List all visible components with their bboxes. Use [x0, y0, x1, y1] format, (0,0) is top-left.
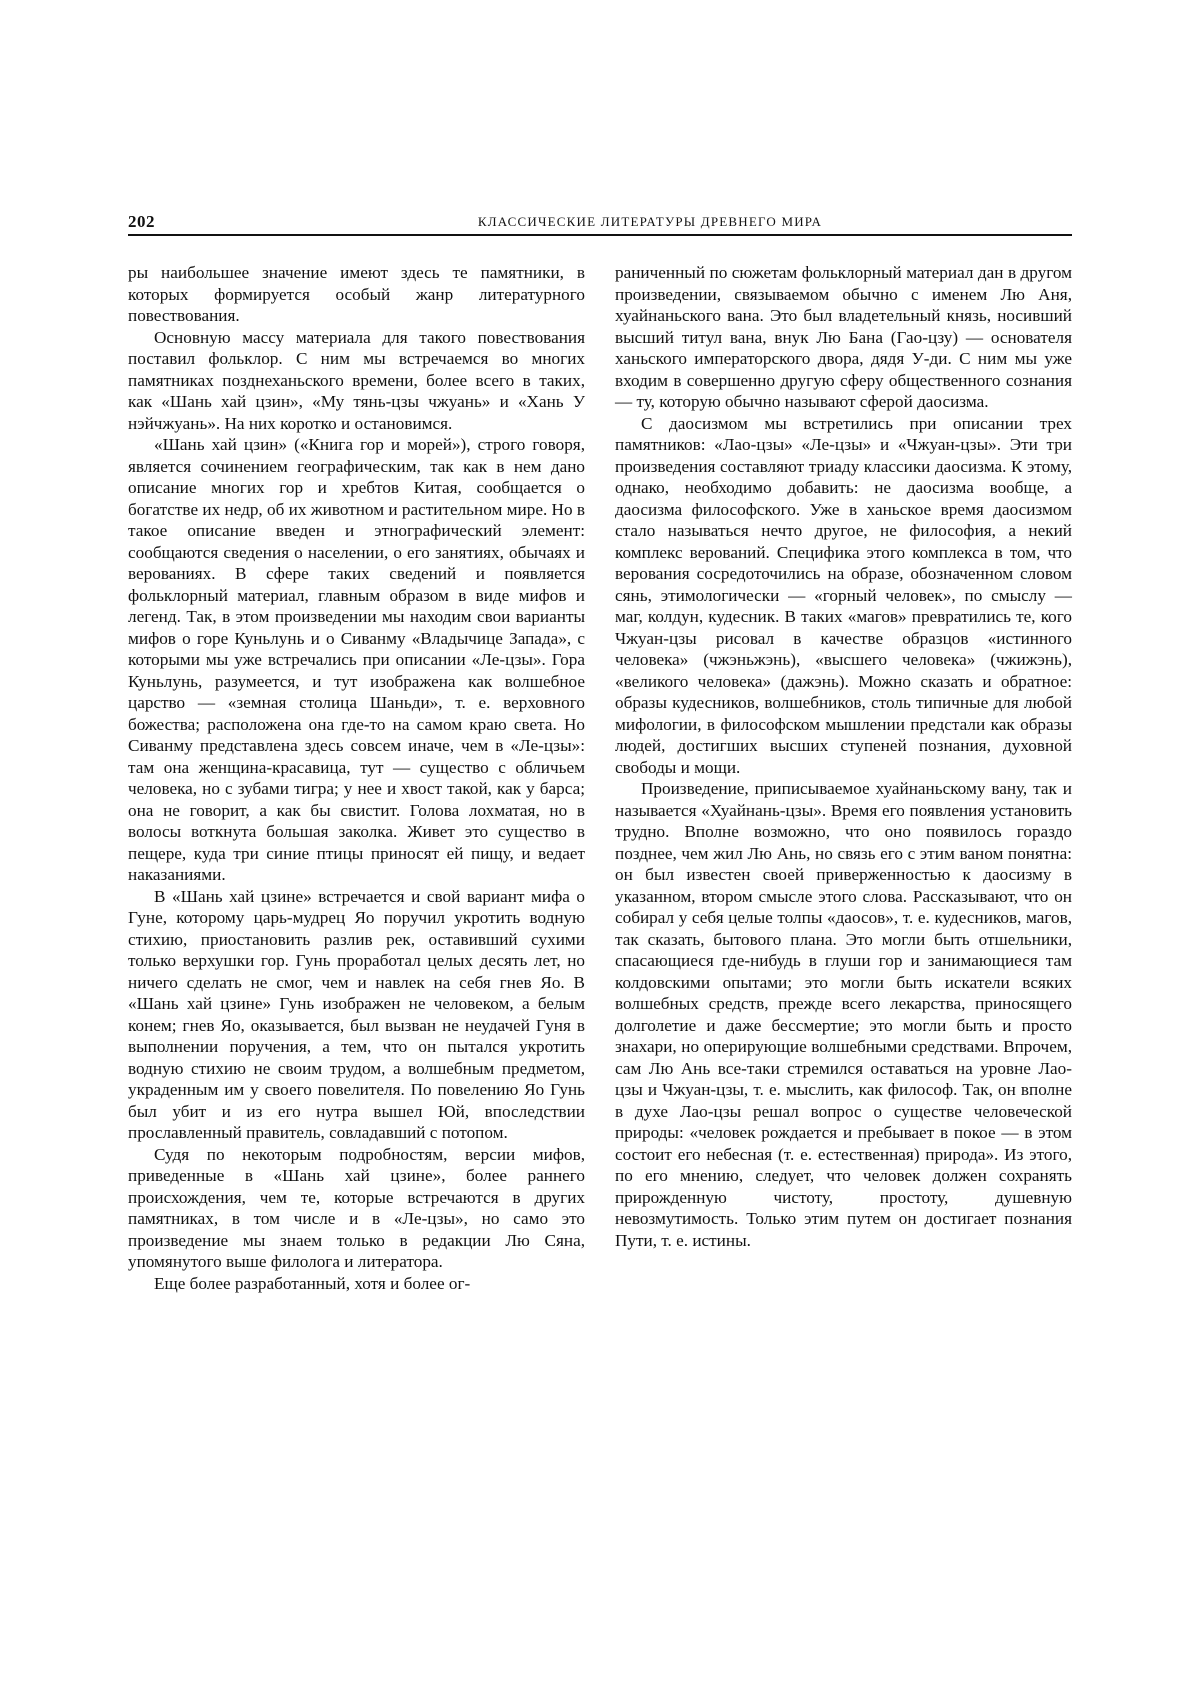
paragraph: ры наибольшее значение имеют здесь те памятники, в которых формируется особый жанр литературного повествования.: [128, 263, 585, 325]
right-column: [615, 262, 1072, 1251]
paragraph: Еще более разработанный, хотя и более ог-: [154, 1273, 471, 1293]
paragraph: Основную массу материала для такого повествования поставил фольклор. С ним мы встречаемся во многих памятниках позднеханьского времени, более всего в таких, как «Шань хай цзин», «Му тянь-цзы чжуань» и «Хань У нэйчжуань». На них коротко и остановимся.: [128, 327, 585, 433]
left-column: [128, 262, 585, 1294]
paragraph: С даосизмом мы встретились при описании трех памятников: «Лао-цзы» «Ле-цзы» и «Чжуан-цзы». Эти три произведения составляют триаду классики даосизма. К этому, однако, необходимо добавить: не даосизма вообще, а даосизма философского. Уже в ханьское время даосизмом стало называться нечто другое, не философия, а некий комплекс верований. Специфика этого комплекса в том, что верования сосредоточились на образе, обозначенном словом сянь, этимологически — «горный человек», по смыслу — маг, колдун, кудесник. В таких «магов» превратились те, кого Чжуан-цзы рисовал в качестве образцов «истинного человека» (чжэньжэнь), «высшего человека» (чжижэнь), «великого человека» (дажэнь). Можно сказать и обратное: образы кудесников, волшебников, столь типичные для любой мифологии, в философском мышлении предстали как образы людей, достигших высших ступеней познания, духовной свободы и мощи.: [615, 413, 1072, 777]
header-rule: [128, 234, 1072, 236]
text-columns: [128, 262, 1072, 1462]
paragraph: В «Шань хай цзине» встречается и свой вариант мифа о Гуне, которому царь-мудрец Яо поручил укротить водную стихию, приостановить разлив рек, оставивший сухими только верхушки гор. Гунь проработал целых десять лет, но ничего сделать не смог, чем и навлек на себя гнев Яо. В «Шань хай цзине» Гунь изображен не человеком, а белым конем; гнев Яо, оказывается, был вызван не неудачей Гуня в выполнении поручения, а тем, что он пытался укротить водную стихию не своим трудом, а волшебным предметом, украденным им у своего повелителя. По повелению Яо Гунь был убит и из его нутра вышел Юй, впоследствии прославленный правитель, совладавший с потопом.: [128, 886, 585, 1142]
paragraph: Произведение, приписываемое хуайнаньскому вану, так и называется «Хуайнань-цзы». Время его появления установить трудно. Вполне возможно, что оно появилось гораздо позднее, чем жил Лю Ань, но связь его с этим ваном понятна: он был известен своей приверженностью к даосизму в указанном, втором смысле этого слова. Рассказывают, что он собирал у себя целые толпы «даосов», т. е. кудесников, магов, так сказать, бытового плана. Это могли быть отшельники, спасающиеся где-нибудь в глуши гор и занимающиеся там колдовскими опытами; это могли быть искатели всяких волшебных средств, прежде всего лекарства, приносящего долголетие и даже бессмертие; это могли быть и просто знахари, но оперирующие волшебными средствами. Впрочем, сам Лю Ань все-таки стремился оставаться на уровне Лао-цзы и Чжуан-цзы, т. е. мыслить, как философ. Так, он вполне в духе Лао-цзы решал вопрос о существе человеческой природы: «человек рождается и пребывает в покое — в этом состоит его небесная (т. е. естественная) природа». Из этого, по его мнению, следует, что человек должен сохранять прирожденную чистоту, простоту, душевную невозмутимость. Только этим путем он достигает познания Пути, т. е. истины.: [615, 779, 1072, 1250]
page-header: [128, 212, 1072, 236]
paragraph: «Шань хай цзин» («Книга гор и морей»), строго говоря, является сочинением географическим, так как в нем дано описание многих гор и хребтов Китая, сообщается о богатстве их недр, об их животном и растительном мире. Но в такое описание введен и этнографический элемент: сообщаются сведения о населении, о его занятиях, обычаях и верованиях. В сфере таких сведений и появляется фольклорный материал, главным образом в виде мифов и легенд. Так, в этом произведении мы находим свои варианты мифов о горе Куньлунь и о Сиванму «Владычице Запада», с которыми мы уже встречались при описании «Ле-цзы». Гора Куньлунь, разумеется, и тут изображена как волшебное царство — «земная столица Шаньди», т. е. верховного божества; расположена она где-то на самом краю света. Но Сиванму представлена здесь совсем иначе, чем в «Ле-цзы»: там она женщина-красавица, тут — существо с обличьем человека, но с зубами тигра; у нее и хвост такой, как у барса; она не говорит, а как бы свистит. Голова лохматая, но в волосы воткнута большая заколка. Живет это существо в пещере, куда три синие птицы приносят ей пищу, и ведает наказаниями.: [128, 435, 585, 884]
paragraph: Судя по некоторым подробностям, версии мифов, приведенные в «Шань хай цзине», более раннего происхождения, чем те, которые встречаются в других памятниках, в том числе и в «Ле-цзы», но само это произведение мы знаем только в редакции Лю Сяна, упомянутого выше филолога и литератора.: [128, 1144, 585, 1271]
paragraph: раниченный по сюжетам фольклорный материал дан в другом произведении, связываемом обычно с именем Лю Аня, хуайнаньского вана. Это был владетельный князь, носивший высший титул вана, внук Лю Бана (Гао-цзу) — основателя ханьского императорского двора, дядя У-ди. С ним мы уже входим в совершенно другую сферу общественного сознания — ту, которую обычно называют сферой даосизма.: [615, 263, 1072, 411]
running-title: КЛАССИЧЕСКИЕ ЛИТЕРАТУРЫ ДРЕВНЕГО МИРА: [477, 214, 823, 229]
page-number: 202: [128, 212, 155, 231]
